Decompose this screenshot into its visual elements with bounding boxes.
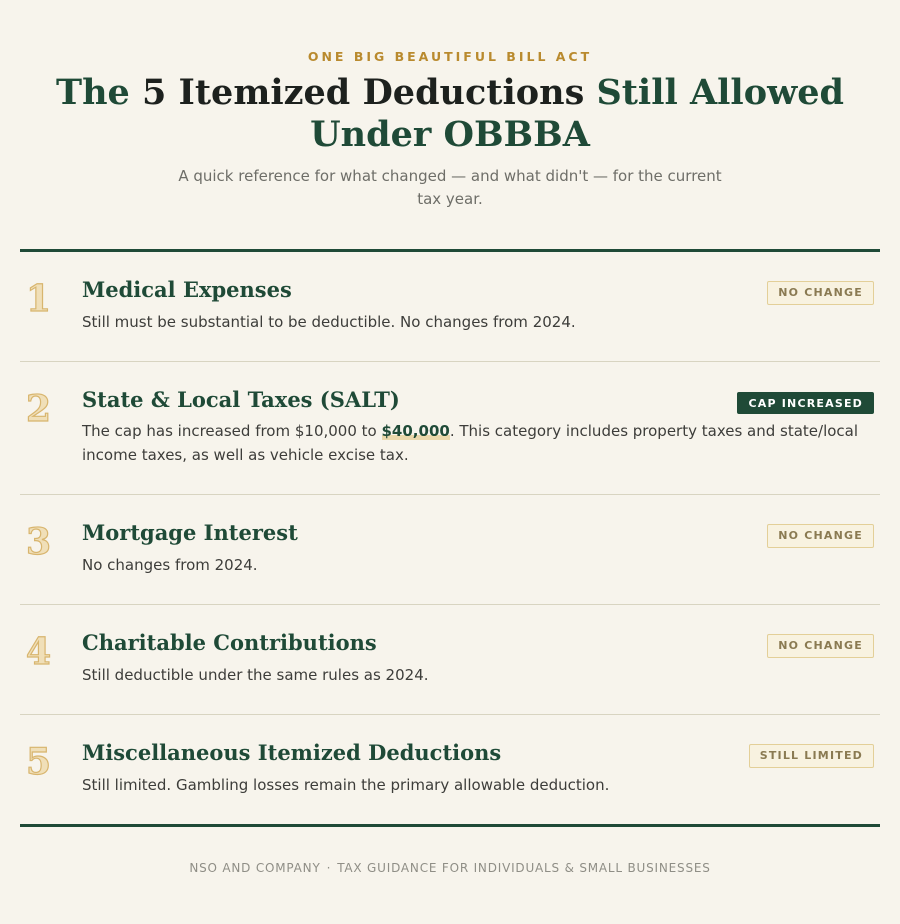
item-title: Charitable Contributions — [82, 630, 377, 655]
status-badge: STILL LIMITED — [749, 744, 874, 768]
deduction-item-mortgage — [20, 495, 880, 605]
page-title — [10, 72, 890, 156]
bottom-divider — [20, 824, 880, 827]
title-emphasis: 5 Itemized Deductions — [141, 72, 585, 113]
title-prefix: The — [56, 72, 142, 113]
status-badge: NO CHANGE — [767, 281, 874, 305]
title-suffix: Still Allowed Under OBBBA — [310, 72, 844, 155]
item-description: Still must be substantial to be deductible. No changes from 2024. — [82, 313, 576, 331]
deduction-item-medical — [20, 252, 880, 362]
item-number: 4 — [26, 631, 52, 673]
status-badge: NO CHANGE — [767, 634, 874, 658]
item-number: 3 — [26, 521, 52, 563]
status-badge: NO CHANGE — [767, 524, 874, 548]
footer-separator: · — [326, 861, 332, 875]
item-description: Still limited. Gambling losses remain the primary allowable deduction. — [82, 776, 610, 794]
item-description — [82, 420, 874, 467]
salt-cap-highlight: $40,000 — [381, 422, 450, 440]
item-title: State & Local Taxes (SALT) — [82, 387, 400, 412]
deduction-item-salt — [20, 362, 880, 495]
eyebrow-label: ONE BIG BEAUTIFUL BILL ACT — [307, 49, 593, 64]
item-number: 1 — [26, 278, 52, 320]
item-title: Miscellaneous Itemized Deductions — [82, 740, 502, 765]
item-number: 2 — [26, 388, 52, 430]
deduction-item-charitable — [20, 605, 880, 715]
description-text: . This category includes property taxes and state/local income taxes, as well as vehicle excise tax. — [82, 422, 859, 464]
footer-tagline: TAX GUIDANCE FOR INDIVIDUALS & SMALL BUSINESSES — [337, 861, 711, 875]
footer-company: NSO AND COMPANY — [189, 861, 321, 875]
item-number: 5 — [26, 741, 52, 783]
item-description: Still deductible under the same rules as 2024. — [82, 666, 429, 684]
page-subtitle: A quick reference for what changed — and what didn't — for the current tax year. — [178, 167, 722, 208]
item-title: Medical Expenses — [82, 277, 292, 302]
deduction-item-miscellaneous — [20, 715, 880, 824]
description-text: The cap has increased from $10,000 to — [82, 422, 382, 440]
footer — [0, 861, 900, 875]
item-title: Mortgage Interest — [82, 520, 298, 545]
item-description: No changes from 2024. — [82, 556, 258, 574]
status-badge: CAP INCREASED — [737, 392, 874, 414]
